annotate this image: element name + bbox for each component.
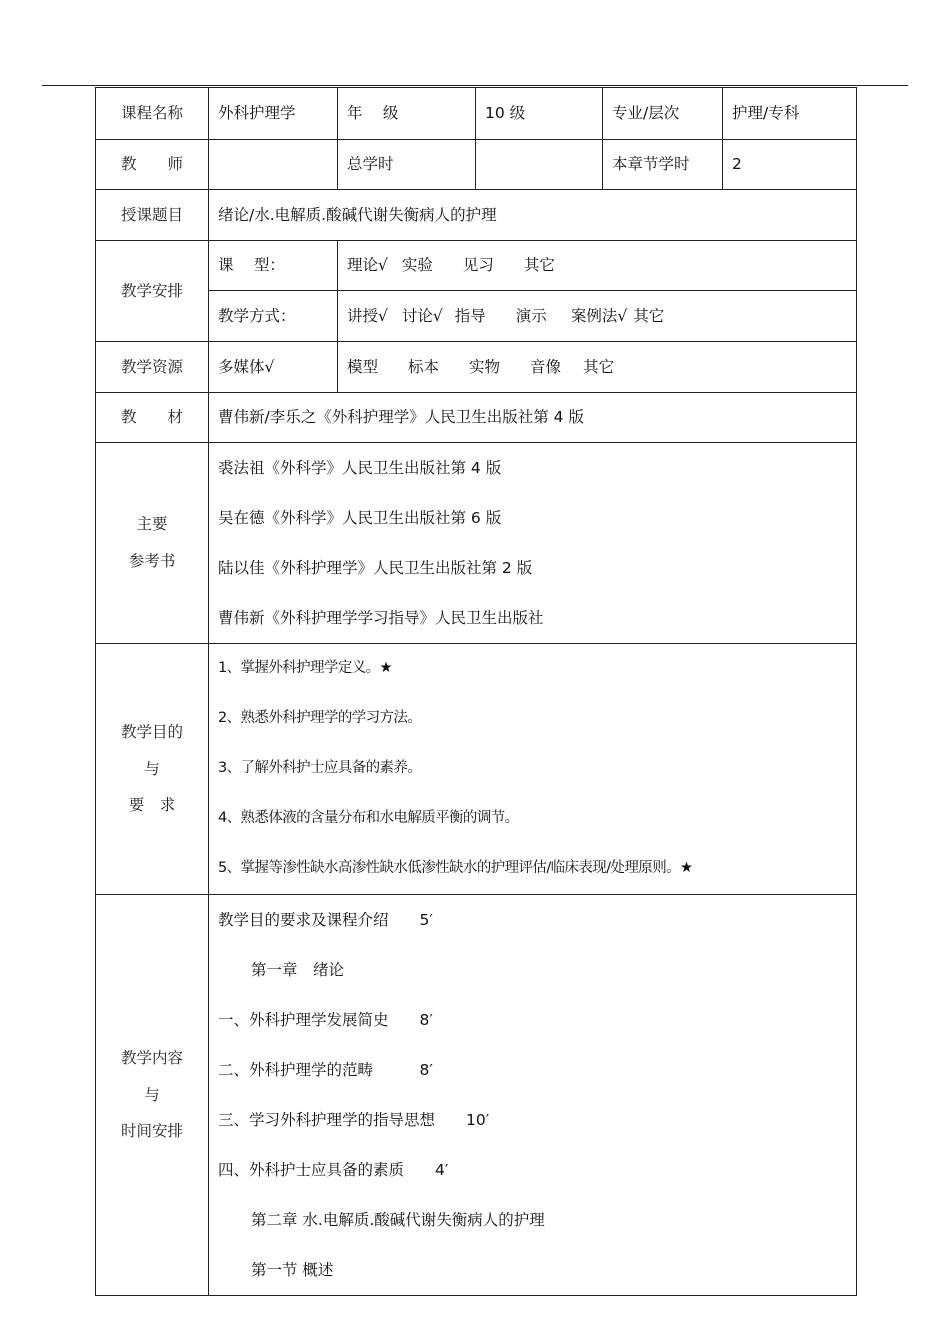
row-textbook — [96, 393, 857, 443]
content-item: 第二章 水.电解质.酸碱代谢失衡病人的护理 — [251, 1210, 545, 1229]
resource-option: 标本 — [408, 357, 440, 376]
content-item: 第一节 概述 — [251, 1260, 334, 1279]
topic-label: 授课题目 — [96, 190, 209, 241]
row-objectives — [96, 644, 857, 895]
resources-primary: 多媒体√ — [209, 342, 338, 393]
reference-item: 曹伟新《外科护理学学习指导》人民卫生出版社 — [218, 608, 544, 627]
method-option: 指导 — [454, 306, 486, 325]
teaching-method-options — [338, 291, 857, 342]
major-label: 专业/层次 — [603, 88, 723, 140]
resource-option: 其它 — [583, 357, 615, 376]
content-item: 四、外科护士应具备的素质 4′ — [218, 1160, 449, 1179]
textbook-value: 曹伟新/李乐之《外科护理学》人民卫生出版社第 4 版 — [209, 393, 857, 443]
objective-item: 5、掌握等渗性缺水高渗性缺水低渗性缺水的护理评估/临床表现/处理原则。★ — [218, 860, 693, 877]
course-name-value: 外科护理学 — [209, 88, 338, 140]
method-option: 讨论√ — [401, 306, 443, 325]
class-type-option: 见习 — [462, 256, 494, 275]
grade-label: 年 级 — [338, 88, 476, 140]
grade-value: 10 级 — [476, 88, 603, 140]
reference-item: 裘法祖《外科学》人民卫生出版社第 4 版 — [218, 458, 502, 477]
method-option: 演示 — [515, 306, 547, 325]
method-option: 讲授√ — [347, 306, 388, 325]
teacher-value — [209, 140, 338, 190]
content-item: 二、外科护理学的范畴 8′ — [218, 1060, 433, 1079]
row-arrangement-method — [96, 291, 857, 342]
content-label-line: 时间安排 — [120, 1122, 183, 1141]
topic-value: 绪论/水.电解质.酸碱代谢失衡病人的护理 — [209, 190, 857, 241]
row-topic — [96, 190, 857, 241]
content-item: 教学目的要求及课程介绍 5′ — [218, 910, 433, 929]
reference-item: 吴在德《外科学》人民卫生出版社第 6 版 — [218, 508, 502, 527]
arrangement-label: 教学安排 — [96, 241, 209, 342]
course-name-label: 课程名称 — [96, 88, 209, 140]
objective-item: 2、熟悉外科护理学的学习方法。 — [218, 710, 422, 727]
objective-item: 1、掌握外科护理学定义。★ — [218, 660, 392, 677]
row-content — [96, 895, 857, 1296]
references-label-line: 主要 — [136, 515, 168, 534]
teacher-label: 教 师 — [96, 140, 209, 190]
chapter-hours-label: 本章节学时 — [603, 140, 723, 190]
class-type-option: 理论√ — [347, 256, 388, 275]
content-list — [209, 895, 857, 1296]
resource-option: 实物 — [469, 357, 501, 376]
references-label — [96, 443, 209, 644]
objectives-label-line: 要 求 — [128, 796, 176, 815]
total-hours-label: 总学时 — [338, 140, 476, 190]
row-references — [96, 443, 857, 644]
resources-label: 教学资源 — [96, 342, 209, 393]
objectives-label-line: 与 — [144, 759, 160, 778]
lesson-plan-table — [95, 87, 857, 1296]
row-course — [96, 88, 857, 140]
method-option: 案例法√ — [570, 306, 628, 325]
resource-option: 音像 — [530, 357, 562, 376]
reference-item: 陆以佳《外科护理学》人民卫生出版社第 2 版 — [218, 558, 533, 577]
major-value: 护理/专科 — [723, 88, 857, 140]
row-arrangement-type — [96, 241, 857, 291]
content-label — [96, 895, 209, 1296]
content-item: 一、外科护理学发展简史 8′ — [218, 1010, 433, 1029]
class-type-option: 实验 — [401, 256, 433, 275]
resources-options — [338, 342, 857, 393]
textbook-label: 教 材 — [96, 393, 209, 443]
class-type-label: 课 型： — [209, 241, 338, 291]
references-list — [209, 443, 857, 644]
row-resources — [96, 342, 857, 393]
class-type-options — [338, 241, 857, 291]
content-label-line: 与 — [144, 1085, 160, 1104]
content-item: 第一章 绪论 — [251, 960, 345, 979]
objectives-label — [96, 644, 209, 895]
total-hours-value — [476, 140, 603, 190]
teaching-method-label: 教学方式： — [209, 291, 338, 342]
row-teacher — [96, 140, 857, 190]
chapter-hours-value: 2 — [723, 140, 857, 190]
references-label-line: 参考书 — [128, 552, 176, 570]
class-type-option: 其它 — [523, 256, 555, 275]
objective-item: 3、了解外科护士应具备的素养。 — [218, 760, 422, 777]
method-option: 其它 — [633, 306, 665, 325]
header-rule — [42, 85, 908, 86]
resource-option: 模型 — [347, 357, 379, 376]
content-label-line: 教学内容 — [120, 1049, 183, 1068]
objective-item: 4、熟悉体液的含量分布和水电解质平衡的调节。 — [218, 810, 519, 827]
content-item: 三、学习外科护理学的指导思想 10′ — [218, 1110, 490, 1129]
objectives-list — [209, 644, 857, 895]
objectives-label-line: 教学目的 — [120, 723, 183, 742]
